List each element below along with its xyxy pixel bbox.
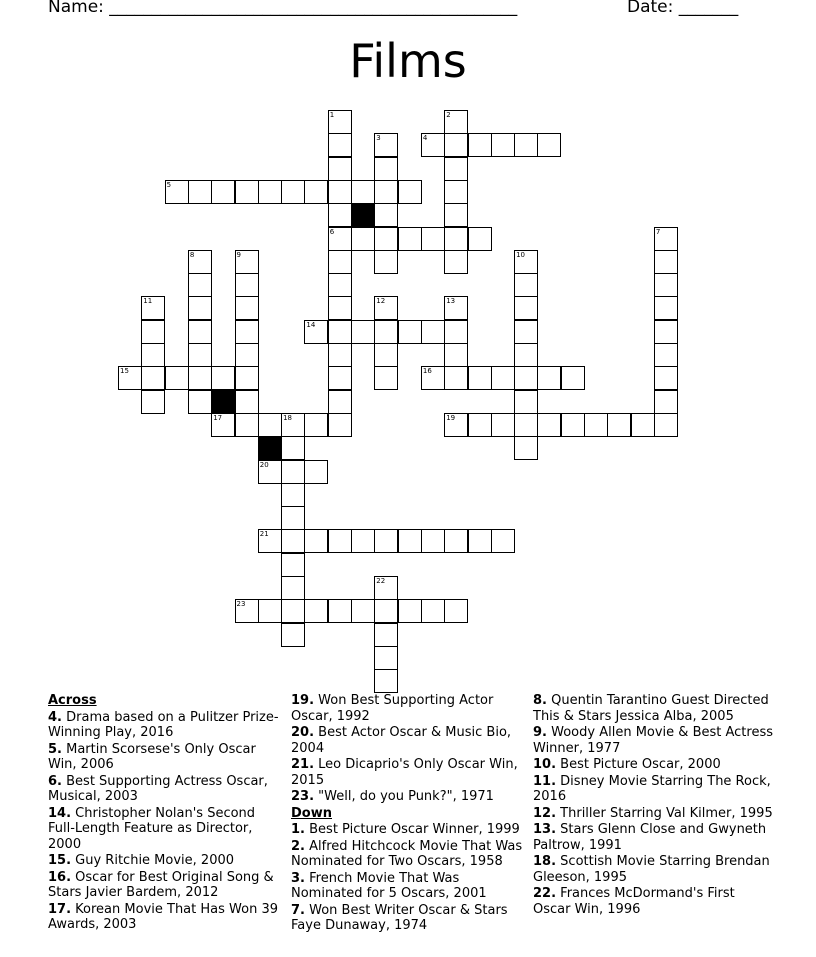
black-cell bbox=[351, 203, 375, 227]
grid-cell[interactable] bbox=[235, 180, 259, 204]
grid-cell[interactable] bbox=[398, 227, 422, 251]
grid-cell[interactable] bbox=[514, 250, 538, 274]
clue-down-8: 8. Quentin Tarantino Guest Directed This & Stars Jessica Alba, 2005 bbox=[533, 693, 769, 724]
clue-number: 13 bbox=[446, 297, 456, 306]
grid-cell[interactable] bbox=[444, 529, 468, 553]
clue-number: 4 bbox=[422, 134, 428, 143]
grid-cell[interactable] bbox=[398, 180, 422, 204]
grid-cell[interactable] bbox=[351, 320, 375, 344]
grid-cell[interactable] bbox=[328, 227, 352, 251]
grid-cell[interactable] bbox=[328, 180, 352, 204]
grid-cell[interactable] bbox=[328, 250, 352, 274]
clue-number: 15 bbox=[120, 367, 129, 376]
grid-cell[interactable] bbox=[328, 296, 352, 320]
grid-cell[interactable] bbox=[561, 413, 585, 437]
grid-cell[interactable] bbox=[468, 529, 492, 553]
grid-cell[interactable] bbox=[235, 599, 259, 623]
grid-cell[interactable] bbox=[328, 529, 352, 553]
grid-cell[interactable] bbox=[304, 529, 328, 553]
grid-cell[interactable] bbox=[235, 366, 259, 390]
grid-cell[interactable] bbox=[421, 529, 445, 553]
clue-number: 16 bbox=[422, 367, 432, 376]
clue-number: 7 bbox=[655, 227, 661, 236]
grid-cell[interactable] bbox=[444, 133, 468, 157]
clue-down-7: 7. Won Best Writer Oscar & Stars Faye Dunaway, 1974 bbox=[291, 902, 508, 933]
grid-cell[interactable] bbox=[514, 436, 538, 460]
grid-cell[interactable] bbox=[258, 413, 282, 437]
black-cell bbox=[211, 390, 235, 414]
clue-down-9: 9. Woody Allen Movie & Best Actress Winner, 1977 bbox=[533, 725, 773, 756]
clue-number: 17 bbox=[213, 413, 223, 422]
grid-cell[interactable] bbox=[188, 390, 212, 414]
grid-cell[interactable] bbox=[188, 320, 212, 344]
grid-cell[interactable] bbox=[281, 623, 305, 647]
grid-cell[interactable] bbox=[141, 366, 165, 390]
grid-cell[interactable] bbox=[584, 413, 608, 437]
grid-cell[interactable] bbox=[374, 203, 398, 227]
clue-down-12: 12. Thriller Starring Val Kilmer, 1995 bbox=[533, 805, 773, 821]
grid-cell[interactable] bbox=[491, 413, 515, 437]
puzzle-title: Films bbox=[349, 34, 467, 88]
grid-cell[interactable] bbox=[374, 320, 398, 344]
grid-cell[interactable] bbox=[514, 320, 538, 344]
grid-cell[interactable] bbox=[468, 413, 492, 437]
clue-across-17: 17. Korean Movie That Has Won 39 Awards, 2003 bbox=[48, 901, 278, 932]
grid-cell[interactable] bbox=[374, 296, 398, 320]
clue-across-5: 5. Martin Scorsese's Only Oscar Win, 2006 bbox=[48, 741, 256, 772]
clue-across-15: 15. Guy Ritchie Movie, 2000 bbox=[48, 853, 235, 868]
grid-cell[interactable] bbox=[444, 296, 468, 320]
clues-column-3 bbox=[533, 693, 773, 917]
across-heading: Across bbox=[48, 693, 97, 708]
grid-cell[interactable] bbox=[374, 623, 398, 647]
clue-number: 6 bbox=[329, 227, 335, 236]
grid-cell[interactable] bbox=[444, 203, 468, 227]
grid-cell[interactable] bbox=[537, 133, 561, 157]
grid-cell[interactable] bbox=[491, 366, 515, 390]
grid-cell[interactable] bbox=[514, 133, 538, 157]
grid-cell[interactable] bbox=[328, 110, 352, 134]
down-heading: Down bbox=[291, 805, 332, 821]
grid-cell[interactable] bbox=[654, 343, 678, 367]
clue-across-20: 20. Best Actor Oscar & Music Bio, 2004 bbox=[291, 725, 512, 756]
grid-cell[interactable] bbox=[141, 343, 165, 367]
grid-cell[interactable] bbox=[374, 366, 398, 390]
grid-cell[interactable] bbox=[374, 250, 398, 274]
grid-cell[interactable] bbox=[444, 320, 468, 344]
grid-cell[interactable] bbox=[421, 227, 445, 251]
clue-number: 12 bbox=[376, 297, 386, 306]
grid-cell[interactable] bbox=[328, 320, 352, 344]
grid-cell[interactable] bbox=[654, 296, 678, 320]
grid-cell[interactable] bbox=[211, 180, 235, 204]
clue-down-1: 1. Best Picture Oscar Winner, 1999 bbox=[291, 822, 520, 837]
grid-cell[interactable] bbox=[351, 599, 375, 623]
grid-cell[interactable] bbox=[351, 180, 375, 204]
grid-cell[interactable] bbox=[374, 157, 398, 181]
grid-cell[interactable] bbox=[491, 529, 515, 553]
grid-cell[interactable] bbox=[328, 390, 352, 414]
grid-cell[interactable] bbox=[561, 366, 585, 390]
grid-cell[interactable] bbox=[235, 296, 259, 320]
grid-cell[interactable] bbox=[258, 180, 282, 204]
grid-cell[interactable] bbox=[281, 180, 305, 204]
grid-cell[interactable] bbox=[398, 529, 422, 553]
clue-number: 2 bbox=[446, 111, 451, 119]
grid-cell[interactable] bbox=[374, 576, 398, 600]
grid-cell[interactable] bbox=[514, 296, 538, 320]
grid-cell[interactable] bbox=[444, 157, 468, 181]
grid-cell[interactable] bbox=[328, 273, 352, 297]
grid-cell[interactable] bbox=[374, 343, 398, 367]
grid-cell[interactable] bbox=[421, 320, 445, 344]
grid-cell[interactable] bbox=[281, 599, 305, 623]
grid-cell[interactable] bbox=[328, 599, 352, 623]
grid-cell[interactable] bbox=[281, 460, 305, 484]
grid-cell[interactable] bbox=[398, 320, 422, 344]
clue-number: 8 bbox=[189, 250, 195, 259]
grid-cell[interactable] bbox=[444, 413, 468, 437]
grid-cell[interactable] bbox=[654, 273, 678, 297]
clue-across-19: 19. Won Best Supporting Actor Oscar, 1992 bbox=[291, 693, 494, 724]
grid-cell[interactable] bbox=[328, 343, 352, 367]
grid-cell[interactable] bbox=[188, 250, 212, 274]
grid-cell[interactable] bbox=[281, 553, 305, 577]
grid-cell[interactable] bbox=[654, 227, 678, 251]
clue-down-3: 3. French Movie That Was Nominated for 5 Oscars, 2001 bbox=[291, 870, 487, 901]
grid-cell[interactable] bbox=[188, 180, 212, 204]
grid-cell[interactable] bbox=[281, 529, 305, 553]
grid-cell[interactable] bbox=[304, 413, 328, 437]
grid-cell[interactable] bbox=[328, 413, 352, 437]
clue-across-4: 4. Drama based on a Pulitzer Prize-Winning Play, 2016 bbox=[48, 709, 279, 740]
grid-cell[interactable] bbox=[304, 320, 328, 344]
grid-cell[interactable] bbox=[281, 506, 305, 530]
grid-cell[interactable] bbox=[374, 133, 398, 157]
clue-across-23: 23. "Well, do you Punk?", 1971 bbox=[291, 789, 494, 804]
grid-cell[interactable] bbox=[514, 343, 538, 367]
grid-cell[interactable] bbox=[351, 227, 375, 251]
clue-down-22: 22. Frances McDormand's First Oscar Win, 1996 bbox=[533, 886, 735, 917]
grid-cell[interactable] bbox=[374, 599, 398, 623]
clue-number: 19 bbox=[446, 413, 456, 422]
grid-cell[interactable] bbox=[514, 366, 538, 390]
grid-cell[interactable] bbox=[235, 273, 259, 297]
grid-cell[interactable] bbox=[468, 227, 492, 251]
grid-cell[interactable] bbox=[514, 413, 538, 437]
grid-cell[interactable] bbox=[654, 320, 678, 344]
grid-cell[interactable] bbox=[258, 460, 282, 484]
grid-cell[interactable] bbox=[514, 390, 538, 414]
grid-cell[interactable] bbox=[491, 133, 515, 157]
grid-cell[interactable] bbox=[654, 366, 678, 390]
grid-cell[interactable] bbox=[444, 250, 468, 274]
grid-cell[interactable] bbox=[304, 599, 328, 623]
date-field: Date: _______ bbox=[627, 0, 739, 17]
grid-cell[interactable] bbox=[514, 273, 538, 297]
clue-across-21: 21. Leo Dicaprio's Only Oscar Win, 2015 bbox=[291, 757, 518, 788]
clue-across-16: 16. Oscar for Best Original Song & Stars Javier Bardem, 2012 bbox=[48, 869, 274, 900]
grid-cell[interactable] bbox=[537, 413, 561, 437]
clue-across-14: 14. Christopher Nolan's Second Full-Length Feature as Director, 2000 bbox=[48, 805, 256, 852]
grid-cell[interactable] bbox=[188, 343, 212, 367]
grid-cell[interactable] bbox=[537, 366, 561, 390]
grid-cell[interactable] bbox=[351, 529, 375, 553]
grid-cell[interactable] bbox=[444, 366, 468, 390]
grid-cell[interactable] bbox=[258, 529, 282, 553]
grid-cell[interactable] bbox=[468, 133, 492, 157]
grid-cell[interactable] bbox=[188, 366, 212, 390]
clue-number: 9 bbox=[236, 250, 241, 259]
clues-column-1 bbox=[48, 693, 280, 933]
grid-cell[interactable] bbox=[444, 180, 468, 204]
clue-number: 20 bbox=[259, 460, 269, 469]
grid-cell[interactable] bbox=[328, 133, 352, 157]
black-cell bbox=[258, 436, 282, 460]
grid-cell[interactable] bbox=[211, 366, 235, 390]
grid-cell[interactable] bbox=[304, 460, 328, 484]
clue-number: 22 bbox=[376, 577, 386, 585]
grid-cell[interactable] bbox=[374, 646, 398, 670]
clue-down-10: 10. Best Picture Oscar, 2000 bbox=[533, 757, 721, 772]
grid-cell[interactable] bbox=[374, 180, 398, 204]
grid-cell[interactable] bbox=[235, 413, 259, 437]
grid-cell[interactable] bbox=[654, 390, 678, 414]
grid-cell[interactable] bbox=[188, 296, 212, 320]
grid-cell[interactable] bbox=[444, 110, 468, 134]
grid-cell[interactable] bbox=[421, 133, 445, 157]
clue-across-6: 6. Best Supporting Actress Oscar, Musical, 2003 bbox=[48, 773, 268, 804]
grid-cell[interactable] bbox=[444, 227, 468, 251]
grid-cell[interactable] bbox=[468, 366, 492, 390]
grid-cell[interactable] bbox=[281, 436, 305, 460]
grid-cell[interactable] bbox=[165, 180, 189, 204]
grid-cell[interactable] bbox=[281, 576, 305, 600]
clue-down-13: 13. Stars Glenn Close and Gwyneth Paltrow, 1991 bbox=[533, 822, 767, 853]
grid-cell[interactable] bbox=[631, 413, 655, 437]
grid-cell[interactable] bbox=[188, 273, 212, 297]
grid-cell[interactable] bbox=[444, 599, 468, 623]
grid-cell[interactable] bbox=[374, 227, 398, 251]
grid-cell[interactable] bbox=[281, 483, 305, 507]
grid-cell[interactable] bbox=[421, 599, 445, 623]
clues-column-2 bbox=[291, 693, 527, 934]
grid-cell[interactable] bbox=[304, 180, 328, 204]
clue-number: 14 bbox=[306, 320, 316, 329]
clue-down-18: 18. Scottish Movie Starring Brendan Gleeson, 1995 bbox=[533, 854, 770, 885]
grid-cell[interactable] bbox=[398, 599, 422, 623]
name-field: Name: ________________________________________________ bbox=[48, 0, 518, 17]
grid-cell[interactable] bbox=[374, 529, 398, 553]
grid-cell[interactable] bbox=[235, 390, 259, 414]
grid-cell[interactable] bbox=[141, 296, 165, 320]
grid-cell[interactable] bbox=[235, 250, 259, 274]
grid-cell[interactable] bbox=[328, 157, 352, 181]
clue-number: 23 bbox=[236, 600, 246, 609]
grid-cell[interactable] bbox=[211, 413, 235, 437]
grid-cell[interactable] bbox=[118, 366, 142, 390]
clue-number: 1 bbox=[329, 111, 335, 119]
clue-number: 18 bbox=[283, 413, 293, 422]
grid-cell[interactable] bbox=[258, 599, 282, 623]
clue-number: 10 bbox=[516, 250, 526, 259]
grid-cell[interactable] bbox=[421, 366, 445, 390]
clue-number: 11 bbox=[143, 297, 153, 306]
clue-number: 3 bbox=[376, 134, 381, 143]
grid-cell[interactable] bbox=[328, 203, 352, 227]
grid-cell[interactable] bbox=[235, 320, 259, 344]
clue-number: 21 bbox=[259, 530, 269, 539]
grid-cell[interactable] bbox=[654, 250, 678, 274]
grid-cell[interactable] bbox=[444, 343, 468, 367]
grid-cell[interactable] bbox=[165, 366, 189, 390]
clue-number: 5 bbox=[166, 180, 172, 189]
grid-cell[interactable] bbox=[235, 343, 259, 367]
grid-cell[interactable] bbox=[141, 390, 165, 414]
grid-cell[interactable] bbox=[607, 413, 631, 437]
grid-cell[interactable] bbox=[281, 413, 305, 437]
clue-down-2: 2. Alfred Hitchcock Movie That Was Nominated for Two Oscars, 1958 bbox=[291, 838, 523, 869]
grid-cell[interactable] bbox=[654, 413, 678, 437]
grid-cell[interactable] bbox=[374, 669, 398, 693]
grid-cell[interactable] bbox=[328, 366, 352, 390]
grid-cell[interactable] bbox=[141, 320, 165, 344]
clue-down-11: 11. Disney Movie Starring The Rock, 2016 bbox=[533, 773, 771, 804]
